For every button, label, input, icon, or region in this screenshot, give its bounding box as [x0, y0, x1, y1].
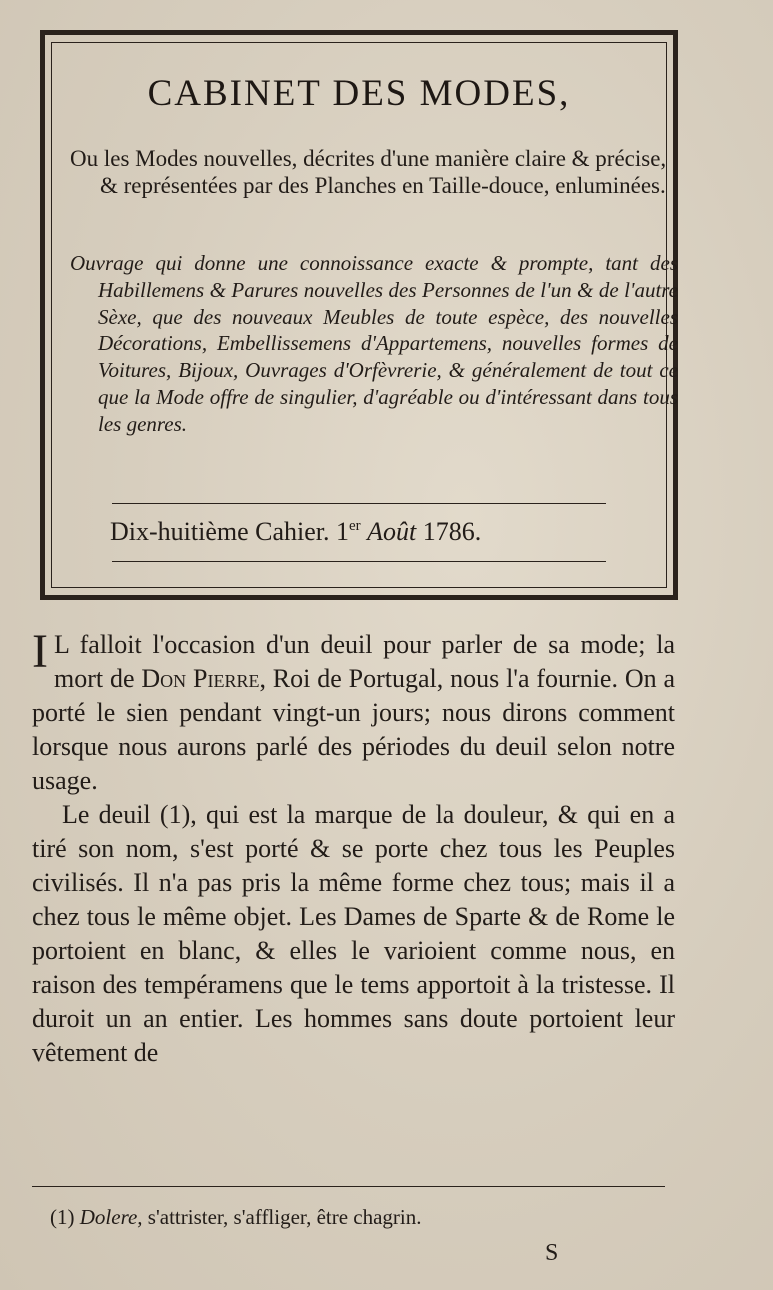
- footnote-marker: (1): [50, 1205, 75, 1229]
- issue-year: 1786.: [422, 517, 482, 546]
- paragraph-1-part-b: , Roi de Portugal, nous l'a fournie. On a porté le sien pendant vingt-un jours; nous dirons comment lorsque nous aurons parlé des périodes du deuil selon notre usage.: [32, 664, 675, 795]
- paragraph-2: Le deuil (1), qui est la marque de la douleur, & qui en a tiré son nom, s'est porté & se porte chez tous les Peuples civilisés. Il n'a pas pris la même forme chez tous; mais il a chez tous le même objet. Les Dames de Sparte & de Rome le portoient en blanc, & elles le varioient comme nous, en raison des tempéramens que le tems apportoit à la tristesse. Il duroit un an entier. Les hommes sans doute portoient leur vêtement de: [32, 800, 675, 1067]
- footnote-word: Dolere,: [79, 1205, 143, 1229]
- issue-day: 1: [336, 517, 350, 546]
- drop-cap: I: [32, 625, 48, 678]
- issue-line: [110, 517, 630, 547]
- subtitle: Ou les Modes nouvelles, décrites d'une manière claire & précise, & représentées par des Planches en Taille-douce, enluminées.: [70, 146, 667, 198]
- main-text: [32, 625, 675, 1070]
- description: Ouvrage qui donne une connoissance exacte & prompte, tant des Habillemens & Parures nouvelles des Personnes de l'un & de l'autre Sèxe, que des nouveaux Meubles de toute espèce, des nouvelles Décorations, Embellissemens d'Appartemens, nouvelles formes de Voitures, Bijoux, Ouvrages d'Orfèvrerie, & généralement de tout ce que la Mode offre de singulier, d'agréable ou d'intéressant dans tous les genres.: [70, 251, 678, 436]
- footnote-rule: [32, 1186, 665, 1187]
- footnote-text: s'attrister, s'affliger, être chagrin.: [147, 1205, 422, 1229]
- king-name: Don Pierre: [141, 664, 260, 693]
- paragraph-1-part-a: L falloit l'occasion d'un deuil pour parler de sa mode; la mort de: [53, 630, 675, 693]
- page-title: CABINET DES MODES,: [147, 73, 571, 114]
- issue-label: Dix-huitième Cahier.: [110, 517, 330, 546]
- paragraph-1: [32, 625, 675, 798]
- signature-mark: S: [545, 1240, 559, 1266]
- rule-above-issue: [112, 503, 606, 504]
- issue-day-suffix: er: [349, 518, 361, 534]
- rule-below-issue: [112, 561, 606, 562]
- footnote: [50, 1205, 650, 1230]
- issue-month: Août: [367, 517, 417, 546]
